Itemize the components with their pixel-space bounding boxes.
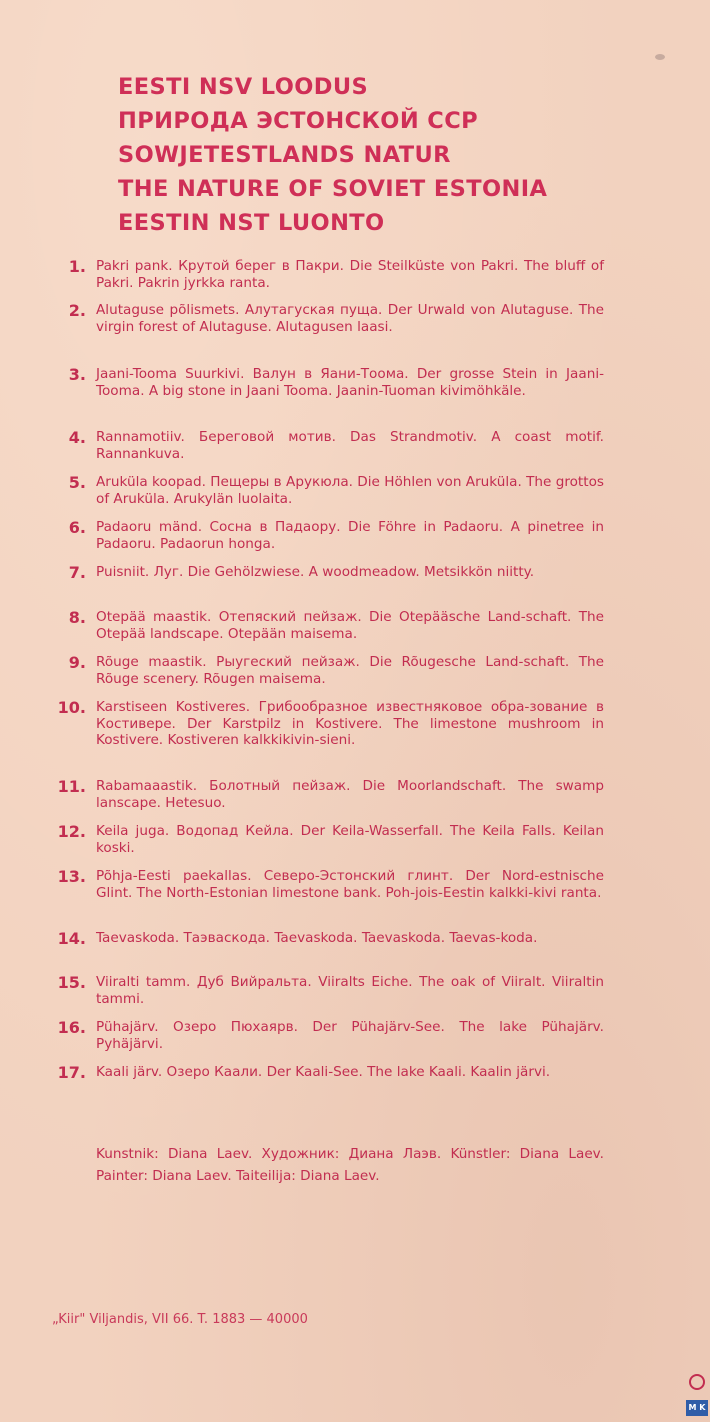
item-text: Jaani-Tooma Suurkivi. Валун в Яани-Тоома. Der grosse Stein in Jaani-Tooma. A big stone in Jaani Tooma. Jaanin-Tuoman kivimöhkäle. — [96, 366, 604, 399]
item-text: Rõuge maastik. Рыугеский пейзаж. Die Rõugesche Land-schaft. The Rõuge scenery. Rõugen maisema. — [96, 654, 604, 687]
list-item — [56, 823, 604, 856]
item-text: Puisniit. Луг. Die Gehölzwiese. A woodmeadow. Metsikkön niitty. — [96, 564, 535, 580]
item-number: 14. — [57, 929, 86, 948]
item-number: 10. — [57, 698, 86, 717]
credits: Kunstnik: Diana Laev. Художник: Диана Лаэв. Künstler: Diana Laev. Painter: Diana Laev. Taiteilija: Diana Laev. — [96, 1146, 604, 1184]
item-number: 3. — [68, 365, 86, 384]
item-number: 6. — [68, 518, 86, 537]
list-item — [56, 974, 604, 1007]
list-item — [56, 930, 604, 947]
item-number: 1. — [68, 257, 86, 276]
item-text: Otepää maastik. Отепяский пейзаж. Die Otepääsche Land-schaft. The Otepää landscape. Otepään maisema. — [96, 609, 604, 642]
list-item — [56, 366, 604, 399]
item-number: 9. — [68, 653, 86, 672]
paper-spot — [655, 54, 665, 60]
item-text: Karstiseen Kostiveres. Грибообразное известняковое обра-зование в Костивере. Der Karstpilz in Kostivere. The limestone mushroom in Kostivere. Kostiveren kalkkikivin-sieni. — [96, 699, 604, 748]
item-number: 11. — [57, 777, 86, 796]
list-item — [56, 654, 604, 687]
list-item — [56, 519, 604, 552]
list-item — [56, 778, 604, 811]
list-item — [56, 258, 604, 291]
list-item — [56, 564, 604, 581]
title-russian: ПРИРОДА ЭСТОНСКОЙ ССР — [118, 108, 478, 134]
item-text: Aruküla koopad. Пещеры в Арукюла. Die Höhlen von Aruküla. The grottos of Aruküla. Arukylän luolaita. — [96, 474, 604, 507]
list-item — [56, 609, 604, 642]
list-item — [56, 429, 604, 462]
item-number: 5. — [68, 473, 86, 492]
item-text: Pühajärv. Озеро Пюхаярв. Der Pühajärv-See. The lake Pühajärv. Pyhäjärvi. — [96, 1019, 604, 1052]
item-number: 2. — [68, 301, 86, 320]
item-text: Keila juga. Водопад Кейла. Der Keila-Wasserfall. The Keila Falls. Keilan koski. — [96, 823, 604, 856]
item-text: Rannamotiiv. Береговой мотив. Das Strandmotiv. A coast motif. Rannankuva. — [96, 429, 604, 462]
item-number: 17. — [57, 1063, 86, 1082]
item-number: 7. — [68, 563, 86, 582]
item-text: Pakri pank. Крутой берег в Пакри. Die Steilküste von Pakri. The bluff of Pakri. Pakrin jyrkka ranta. — [96, 258, 604, 291]
title-estonian: EESTI NSV LOODUS — [118, 74, 369, 100]
item-text: Padaoru mänd. Сосна в Падаору. Die Föhre in Padaoru. A pinetree in Padaoru. Padaorun honga. — [96, 519, 604, 552]
imprint: „Kiir" Viljandis, VII 66. T. 1883 — 40000 — [52, 1312, 308, 1327]
title-german: SOWJETESTLANDS NATUR — [118, 142, 451, 168]
item-number: 4. — [68, 428, 86, 447]
list-item — [56, 1064, 604, 1081]
item-number: 16. — [57, 1018, 86, 1037]
item-number: 8. — [68, 608, 86, 627]
title-english: THE NATURE OF SOVIET ESTONIA — [118, 176, 548, 202]
item-text: Alutaguse põlismets. Алутагуская пуща. Der Urwald von Alutaguse. The virgin forest of Alutaguse. Alutagusen laasi. — [96, 302, 604, 335]
list-item — [56, 1019, 604, 1052]
list-item — [56, 474, 604, 507]
logo-text: M K — [686, 1400, 708, 1416]
item-text: Taevaskoda. Таэваскода. Taevaskoda. Taevaskoda. Taevas-koda. — [96, 930, 538, 946]
item-text: Kaali järv. Озеро Каали. Der Kaali-See. The lake Kaali. Kaalin järvi. — [96, 1064, 551, 1080]
item-text: Viiralti tamm. Дуб Вийральта. Viiralts Eiche. The oak of Viiralt. Viiraltin tammi. — [96, 974, 604, 1007]
item-number: 12. — [57, 822, 86, 841]
item-number: 13. — [57, 867, 86, 886]
title-block — [118, 70, 547, 240]
collector-logo — [686, 1374, 708, 1418]
item-number: 15. — [57, 973, 86, 992]
title-finnish: EESTIN NST LUONTO — [118, 210, 385, 236]
list-item — [56, 699, 604, 749]
item-text: Põhja-Eesti paekallas. Северо-Эстонский глинт. Der Nord-estnische Glint. The North-Estonian limestone bank. Poh-jois-Eestin kalkki-kivi ranta. — [96, 868, 604, 901]
logo-circle-top — [689, 1374, 705, 1390]
list-item — [56, 302, 604, 335]
item-text: Rabamaaastik. Болотный пейзаж. Die Moorlandschaft. The swamp lanscape. Hetesuo. — [96, 778, 604, 811]
list-item — [56, 868, 604, 901]
